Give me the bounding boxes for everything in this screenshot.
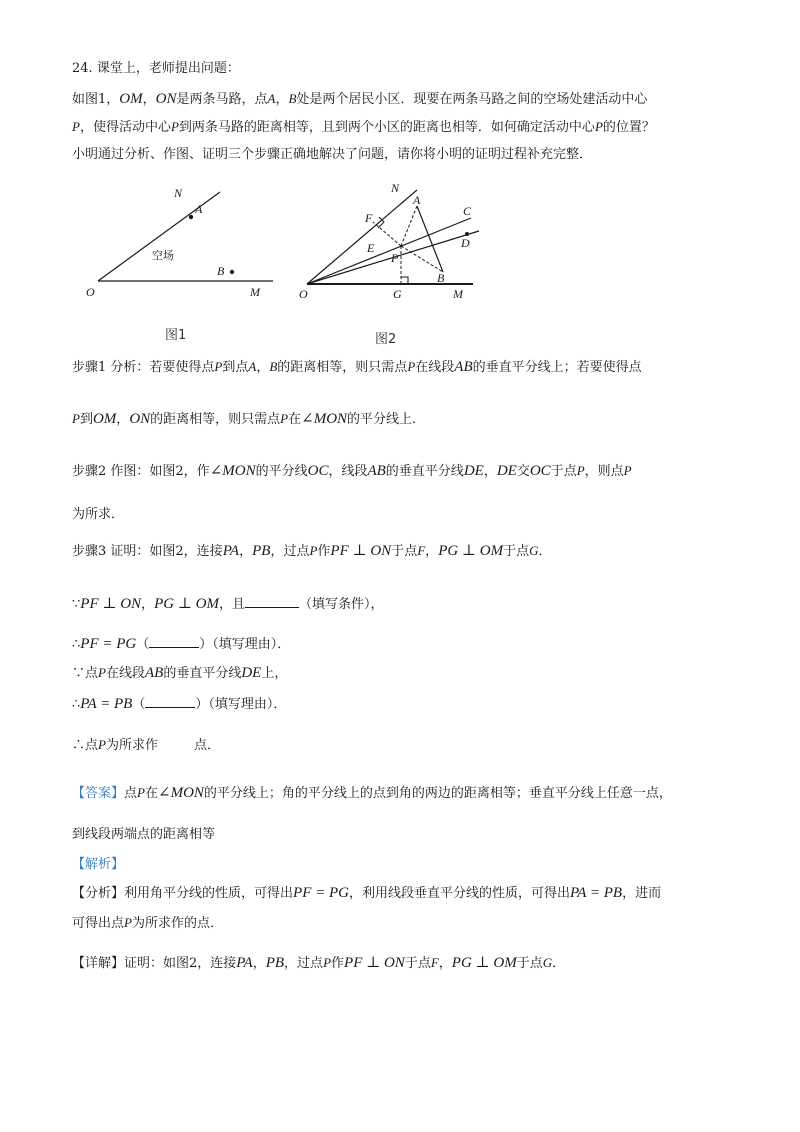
ray-oc (307, 218, 471, 284)
analysis-line-2: 可得出点P为所求作的点． (72, 915, 223, 931)
question-intro-line: 24. 课堂上，老师提出问题： (72, 61, 240, 76)
proof-line-3: ∵点P在线段AB的垂直平分线DE上， (72, 665, 288, 681)
segment-pf (373, 222, 401, 246)
point-a (189, 215, 193, 219)
label-field: 空场 (152, 249, 174, 262)
proof-line-2: ∴PF = PG（ ）（填写理由）． (72, 636, 291, 652)
label-n: N (174, 186, 183, 200)
label-m: M (250, 285, 260, 299)
point-b (230, 270, 234, 274)
label-f: F (365, 211, 373, 225)
step1-line-1: 步骤1 分析：若要使得点P到点A，B的距离相等，则只需点P在线段AB的垂直平分线上；若要使得点 (72, 359, 642, 375)
question-line-1: 如图1，OM，ON是两条马路，点A，B处是两个居民小区．现要在两条马路之间的空场处建活动中心 (72, 91, 648, 107)
blank-reason-2[interactable] (145, 694, 195, 708)
label-b: B (437, 271, 445, 285)
analysis-line-1: 【分析】利用角平分线的性质，可得出PF = PG，利用线段垂直平分线的性质，可得出PA = PB，进而 (72, 885, 662, 901)
segment-pa (401, 206, 417, 246)
answer-line-2: 到线段两端点的距离相等 (72, 827, 216, 842)
analysis-tag-line (72, 856, 124, 874)
label-b: B (217, 264, 225, 278)
proof-line-5: ∴点P为所求作 点． (72, 737, 221, 753)
answer-line-1: 【答案】点P在∠MON的平分线上；角的平分线上的点到角的两边的距离相等；垂直平分线上任意一点， (72, 785, 672, 801)
answer-tag: 【答案】 (72, 786, 125, 801)
label-n: N (391, 181, 400, 195)
ray-on (307, 190, 417, 284)
label-a: A (413, 193, 421, 207)
analysis-tag: 【解析】 (72, 857, 125, 872)
blank-reason-1[interactable] (149, 634, 199, 648)
question-line-2: P，使得活动中心P到两条马路的距离相等，且到两个小区的距离也相等．如何确定活动中心P的位置？ (72, 119, 655, 135)
figure-2 (295, 178, 495, 303)
detail-line: 【详解】证明：如图2，连接PA，PB，过点P作PF ⊥ ON于点F，PG ⊥ OM于点G． (72, 955, 566, 971)
proof-line-1: ∵PF ⊥ ON，PG ⊥ OM，且 （填写条件）， (72, 596, 384, 612)
question-line-3: 小明通过分析、作图、证明三个步骤正确地解决了问题，请你将小明的证明过程补充完整． (72, 147, 593, 162)
label-a: A (195, 202, 203, 216)
label-e: E (367, 241, 375, 255)
blank-condition[interactable] (245, 594, 299, 608)
figure-1-caption: 图1 (165, 328, 187, 343)
label-m: M (453, 287, 463, 301)
step3-line-1: 步骤3 证明：如图2，连接PA，PB，过点P作PF ⊥ ON于点F，PG ⊥ OM于点G． (72, 543, 552, 559)
label-p: P (391, 251, 399, 265)
right-angle-g (401, 277, 408, 284)
label-c: C (463, 204, 472, 218)
label-o: O (299, 287, 308, 301)
figure-1 (80, 180, 300, 300)
label-d: D (461, 236, 470, 250)
label-o: O (86, 285, 95, 299)
question-number: 24. (72, 61, 93, 76)
step1-line-2: P到OM，ON的距离相等，则只需点P在∠MON的平分线上． (72, 411, 426, 427)
proof-line-4: ∴PA = PB（ ）（填写理由）． (72, 696, 287, 712)
step2-line-2: 为所求． (72, 507, 125, 522)
label-g: G (393, 287, 402, 301)
segment-ab (417, 206, 443, 272)
step2-line-1: 步骤2 作图：如图2，作∠MON的平分线OC，线段AB的垂直平分线DE，DE交OC于点P，则点P (72, 463, 632, 479)
segment-pb (401, 246, 443, 272)
figure-2-caption: 图2 (375, 332, 397, 347)
